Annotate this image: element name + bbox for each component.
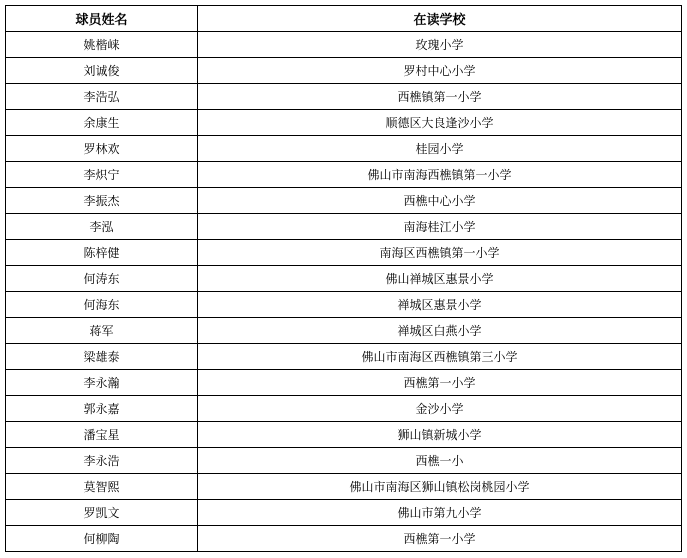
- table-row: [6, 136, 682, 162]
- table-row: [6, 292, 682, 318]
- table-header-row: [6, 6, 682, 32]
- table-row: [6, 370, 682, 396]
- school-cell: 南海区西樵镇第一小学: [198, 240, 682, 266]
- player-name-cell: 罗林欢: [6, 136, 198, 162]
- player-name-cell: 刘诚俊: [6, 58, 198, 84]
- table-row: [6, 84, 682, 110]
- school-cell: 禅城区白燕小学: [198, 318, 682, 344]
- school-cell: 西樵第一小学: [198, 526, 682, 552]
- player-name-cell: 潘宝星: [6, 422, 198, 448]
- player-name-cell: 罗凯文: [6, 500, 198, 526]
- player-name-cell: 李振杰: [6, 188, 198, 214]
- header-player-name: 球员姓名: [6, 6, 198, 32]
- school-cell: 顺德区大良逢沙小学: [198, 110, 682, 136]
- school-cell: 佛山市南海区狮山镇松岗桃园小学: [198, 474, 682, 500]
- player-name-cell: 郭永嘉: [6, 396, 198, 422]
- player-name-cell: 李浩弘: [6, 84, 198, 110]
- header-school: 在读学校: [198, 6, 682, 32]
- table-row: [6, 500, 682, 526]
- player-name-cell: 蒋军: [6, 318, 198, 344]
- player-name-cell: 梁雄泰: [6, 344, 198, 370]
- player-name-cell: 余康生: [6, 110, 198, 136]
- table-row: [6, 214, 682, 240]
- player-name-cell: 何柳陶: [6, 526, 198, 552]
- player-name-cell: 何海东: [6, 292, 198, 318]
- school-cell: 狮山镇新城小学: [198, 422, 682, 448]
- table-row: [6, 526, 682, 552]
- school-cell: 佛山禅城区惠景小学: [198, 266, 682, 292]
- table-row: [6, 162, 682, 188]
- table-row: [6, 318, 682, 344]
- table-row: [6, 32, 682, 58]
- table-row: [6, 188, 682, 214]
- school-cell: 西樵镇第一小学: [198, 84, 682, 110]
- school-cell: 玫瑰小学: [198, 32, 682, 58]
- table-row: [6, 474, 682, 500]
- school-cell: 金沙小学: [198, 396, 682, 422]
- table-row: [6, 58, 682, 84]
- roster-sheet: [5, 5, 681, 552]
- school-cell: 南海桂江小学: [198, 214, 682, 240]
- table-row: [6, 266, 682, 292]
- school-cell: 西樵一小: [198, 448, 682, 474]
- school-cell: 佛山市南海区西樵镇第三小学: [198, 344, 682, 370]
- player-name-cell: 李永瀚: [6, 370, 198, 396]
- table-row: [6, 240, 682, 266]
- table-row: [6, 396, 682, 422]
- player-name-cell: 陈梓健: [6, 240, 198, 266]
- school-cell: 罗村中心小学: [198, 58, 682, 84]
- player-school-table: [5, 5, 682, 552]
- school-cell: 西樵第一小学: [198, 370, 682, 396]
- school-cell: 禅城区惠景小学: [198, 292, 682, 318]
- table-row: [6, 344, 682, 370]
- player-name-cell: 李泓: [6, 214, 198, 240]
- player-name-cell: 姚楷崃: [6, 32, 198, 58]
- player-name-cell: 李炽宁: [6, 162, 198, 188]
- table-row: [6, 448, 682, 474]
- table-row: [6, 422, 682, 448]
- table-row: [6, 110, 682, 136]
- player-name-cell: 李永浩: [6, 448, 198, 474]
- school-cell: 西樵中心小学: [198, 188, 682, 214]
- school-cell: 桂园小学: [198, 136, 682, 162]
- school-cell: 佛山市南海西樵镇第一小学: [198, 162, 682, 188]
- school-cell: 佛山市第九小学: [198, 500, 682, 526]
- player-name-cell: 莫智熙: [6, 474, 198, 500]
- player-name-cell: 何涛东: [6, 266, 198, 292]
